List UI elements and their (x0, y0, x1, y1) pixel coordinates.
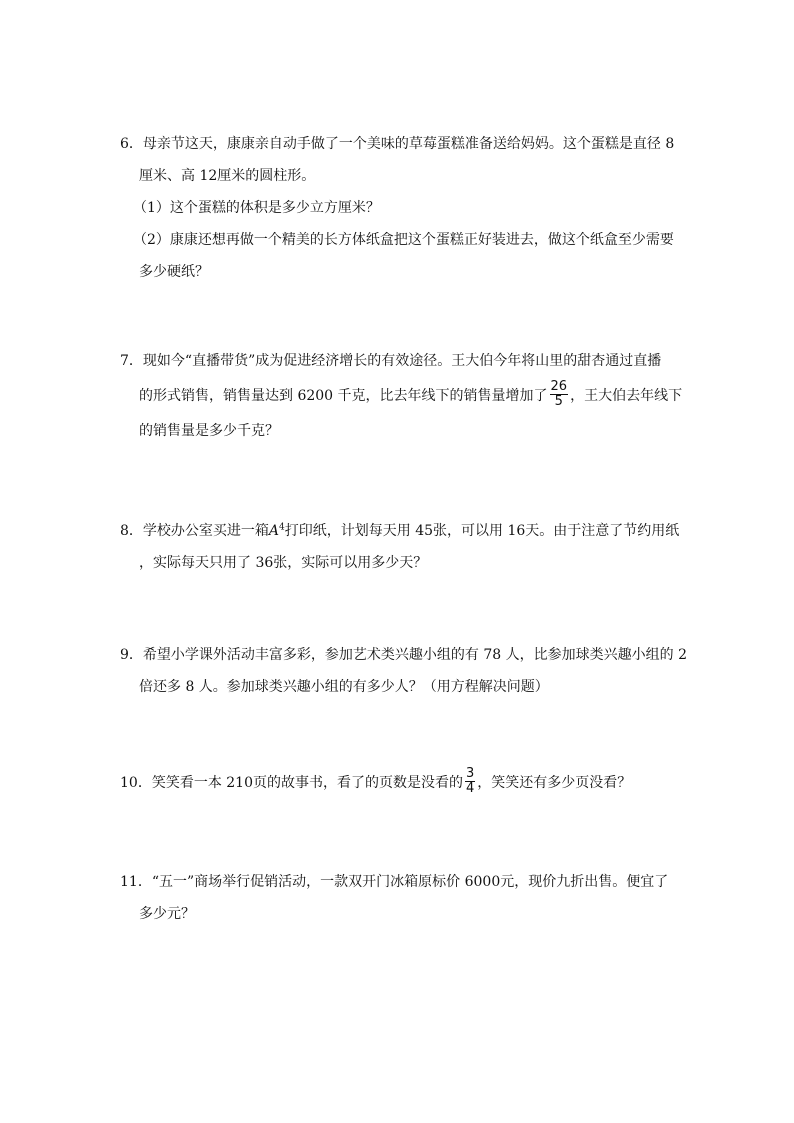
question-text: 的销售量是多少千克？ (139, 423, 279, 439)
question-number: 6 (120, 136, 129, 152)
question-text: ，王大伯去年线下 (570, 388, 683, 404)
question-text: 的形式销售，销售量达到 6200 千克，比去年线下的销售量增加了 (139, 388, 548, 404)
sub-question-1: （1）这个蛋糕的体积是多少立方厘米？ (133, 200, 380, 216)
question-text: 母亲节这天，康康亲自动手做了一个美味的草莓蛋糕准备送给妈妈。这个蛋糕是直径 8 (142, 136, 675, 152)
question-6: 6．母亲节这天，康康亲自动手做了一个美味的草莓蛋糕准备送给妈妈。这个蛋糕是直径 8 厘米、高 12厘米的圆柱形。 （1）这个蛋糕的体积是多少立方厘米？ （2）康康还想再做一个精美的长方体纸盒把这个蛋糕正好装进去，做这个纸盒至少需要 多少硬纸？ (120, 128, 680, 288)
question-8: 8．学校办公室买进一箱$A^4$打印纸，计划每天用 45张，可以用 16天。由于注意了节约用纸 ，实际每天只用了 36张，实际可以用多少天？ (120, 515, 680, 579)
fraction (465, 767, 475, 796)
question-text: 厘米、高 12厘米的圆柱形。 (139, 168, 316, 184)
question-number: 10 (120, 775, 138, 791)
fraction-numerator: 3 (466, 765, 475, 781)
question-7: 7．现如今“直播带货”成为促进经济增长的有效途径。王大伯今年将山里的甜杏通过直播 的形式销售，销售量达到 6200 千克，比去年线下的销售量增加了 $\frac{26}{5}$ ，王大伯去年线下 的销售量是多少千克？ (120, 345, 680, 447)
question-text: 倍还多 8 人。参加球类兴趣小组的有多少人？（用方程解决问题） (139, 679, 549, 695)
question-text: 多少元？ (139, 906, 195, 922)
question-11: 11．“五一”商场举行促销活动，一款双开门冰箱原标价 6000元，现价九折出售。便宜了 多少元？ (120, 866, 680, 930)
question-text: 笑笑看一本 210页的故事书，看了的页数是没看的 (151, 775, 463, 791)
paper-size-number: 4 (279, 522, 285, 533)
fraction (550, 380, 569, 409)
fraction-denominator: 4 (466, 780, 475, 796)
question-text: ，实际每天只用了 36张，实际可以用多少天？ (139, 555, 428, 571)
sub-question-2: （2）康康还想再做一个精美的长方体纸盒把这个蛋糕正好装进去，做这个纸盒至少需要 (133, 232, 674, 248)
fraction-numerator: 26 (550, 378, 568, 394)
sub-question-2-cont: 多少硬纸？ (139, 264, 209, 280)
paper-size-letter: A (268, 523, 280, 539)
question-text: ，笑笑还有多少页没看？ (477, 775, 632, 791)
fraction-denominator: 5 (554, 393, 563, 409)
question-9: 9．希望小学课外活动丰富多彩，参加艺术类兴趣小组的有 78 人，比参加球类兴趣小组的 2 倍还多 8 人。参加球类兴趣小组的有多少人？（用方程解决问题） (120, 639, 680, 703)
question-text: 现如今“直播带货”成为促进经济增长的有效途径。王大伯今年将山里的甜杏通过直播 (142, 353, 662, 369)
question-10: 10．笑笑看一本 210页的故事书，看了的页数是没看的 $\frac{3}{4}$ ，笑笑还有多少页没看？ (120, 765, 632, 796)
question-text: 打印纸，计划每天用 45张，可以用 16天。由于注意了节约用纸 (284, 523, 680, 539)
question-number: 11 (120, 874, 138, 890)
question-text: “五一”商场举行促销活动，一款双开门冰箱原标价 6000元，现价九折出售。便宜了 (151, 874, 669, 890)
question-text: 学校办公室买进一箱 (142, 523, 269, 539)
question-number: 7 (120, 353, 129, 369)
question-text: 希望小学课外活动丰富多彩，参加艺术类兴趣小组的有 78 人，比参加球类兴趣小组的 2 (142, 647, 687, 663)
question-number: 8 (120, 523, 129, 539)
question-number: 9 (120, 647, 129, 663)
